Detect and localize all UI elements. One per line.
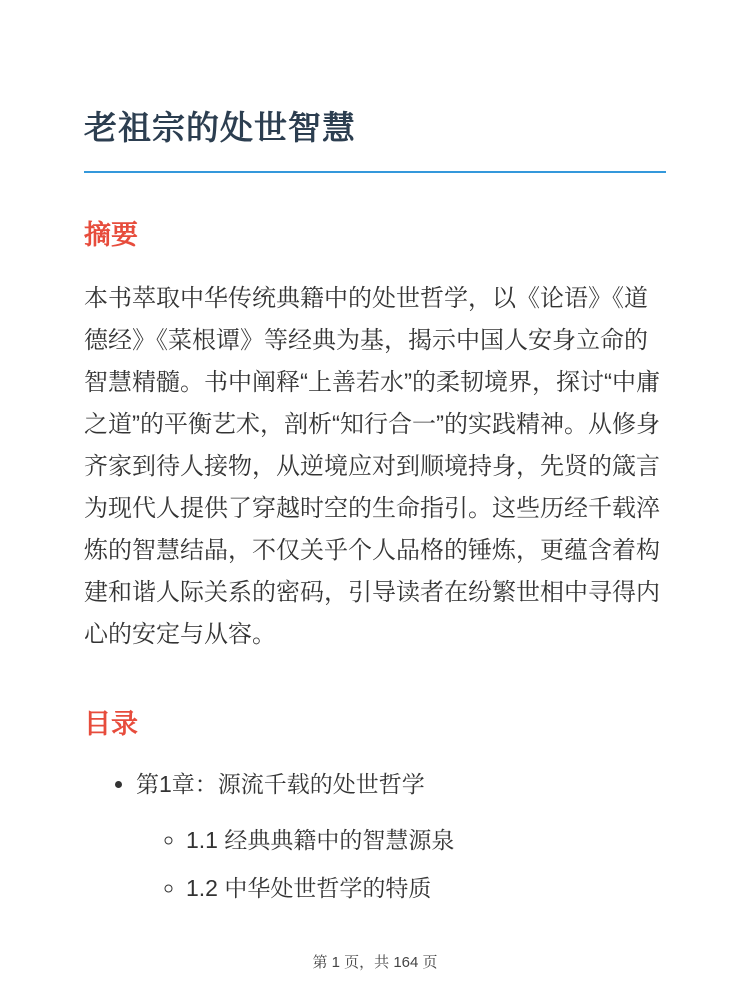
- abstract-paragraph: 本书萃取中华传统典籍中的处世哲学，以《论语》《道德经》《菜根谭》等经典为基，揭示中国人安身立命的智慧精髓。书中阐释“上善若水”的柔韧境界，探讨“中庸之道”的平衡艺术，剖析“知行合一”的实践精神。从修身齐家到待人接物，从逆境应对到顺境持身，先贤的箴言为现代人提供了穿越时空的生命指引。这些历经千载淬炼的智慧结晶，不仅关乎个人品格的锤炼，更蕴含着构建和谐人际关系的密码，引导读者在纷繁世相中寻得内心的安定与从容。: [84, 285, 660, 648]
- toc-list: [84, 769, 666, 903]
- toc-chapter-item: [136, 769, 666, 903]
- toc-section-item: ◦ 1.2 中华处世哲学的特质: [186, 873, 666, 903]
- toc-sublist: [136, 825, 666, 903]
- abstract-heading: 摘要: [84, 220, 138, 250]
- toc-heading: 目录: [84, 709, 138, 739]
- page-number-footer: 第 1 页，共 164 页: [312, 954, 438, 971]
- toc-chapter-label: 第1章：源流千载的处世哲学: [136, 771, 425, 797]
- toc-section-item: ◦ 1.1 经典典籍中的智慧源泉: [186, 825, 666, 855]
- title-divider: [84, 171, 666, 173]
- page-title: 老祖宗的处世智慧: [84, 109, 356, 146]
